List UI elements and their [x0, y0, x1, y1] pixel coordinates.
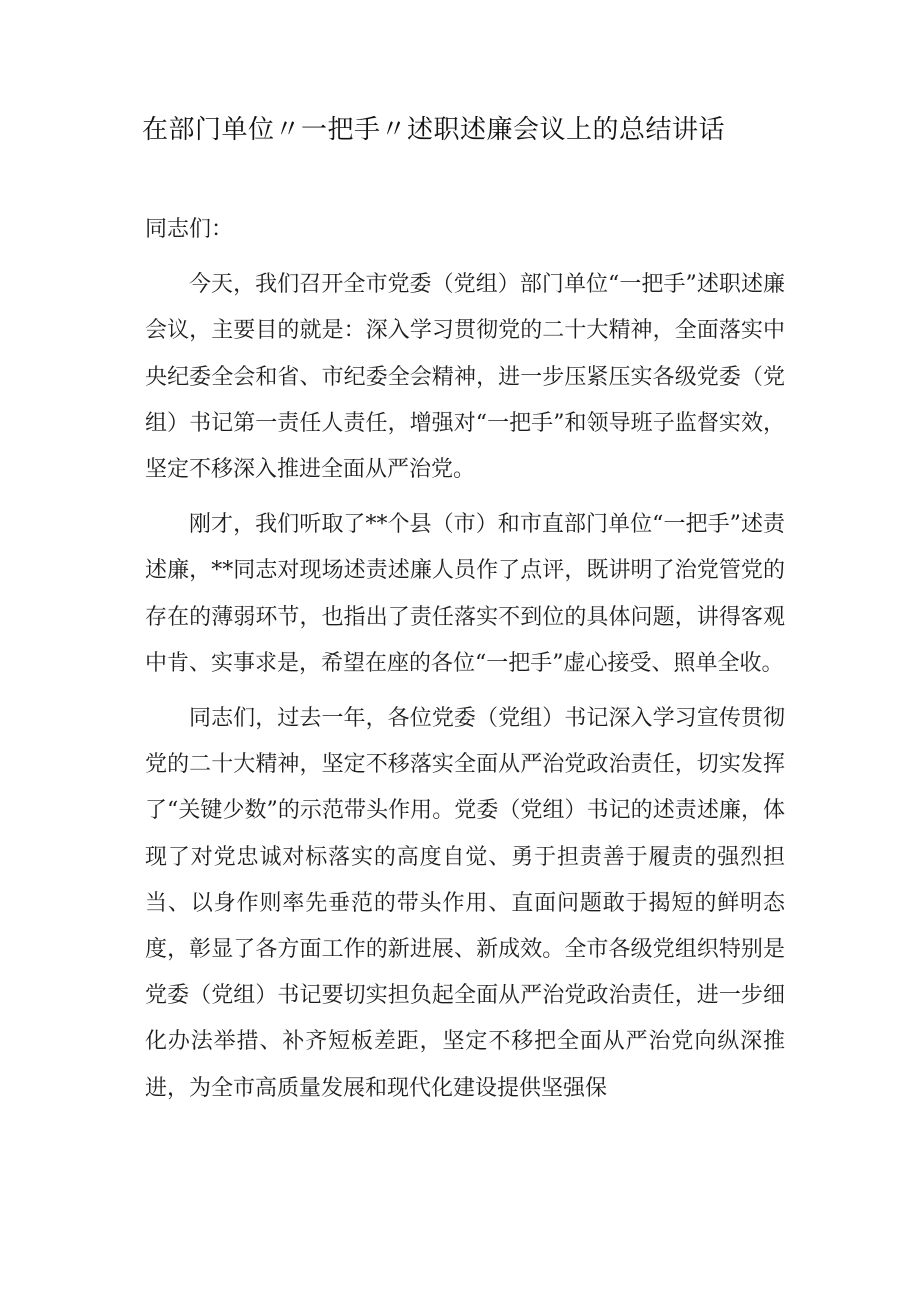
document-title: 在部门单位〃一把手〃述职述廉会议上的总结讲话	[142, 115, 726, 145]
salutation: 同志们：	[145, 217, 234, 242]
paragraph-1: 今天，我们召开全市党委（党组）部门单位“一把手”述职述廉会议，主要目的就是：深入学习贯彻党的二十大精神，全面落实中央纪委全会和省、市纪委全会精神，进一步压紧压实各级党委（党组）书记第一责任人责任，增强对“一把手”和领导班子监督实效，坚定不移深入推进全面从严治党。	[145, 272, 785, 483]
paragraph-3: 同志们，过去一年，各位党委（党组）书记深入学习宣传贯彻党的二十大精神，坚定不移落实全面从严治党政治责任，切实发挥了“关键少数”的示范带头作用。党委（党组）书记的述责述廉，体现了对党忠诚对标落实的高度自觉、勇于担责善于履责的强烈担当、以身作则率先垂范的带头作用、直面问题敢于揭短的鲜明态度，彰显了各方面工作的新进展、新成效。全市各级党组织特别是党委（党组）书记要切实担负起全面从严治党政治责任，进一步细化办法举措、补齐短板差距，坚定不移把全面从严治党向纵深推进，为全市高质量发展和现代化建设提供坚强保	[145, 706, 785, 1101]
document-body	[145, 207, 785, 1121]
paragraph-2: 刚才，我们听取了**个县（市）和市直部门单位“一把手”述责述廉，**同志对现场述责述廉人员作了点评，既讲明了治党管党的存在的薄弱环节，也指出了责任落实不到位的具体问题，讲得客观中肯、实事求是，希望在座的各位“一把手”虚心接受、照单全收。	[145, 512, 785, 676]
